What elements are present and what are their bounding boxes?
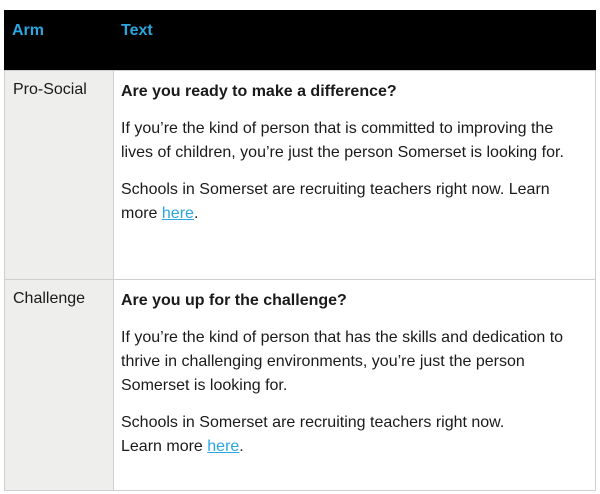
- header-text: Text: [121, 22, 153, 39]
- arm-label: Challenge: [13, 290, 86, 307]
- table-header: [4, 10, 596, 70]
- arm-label: Pro-Social: [13, 81, 87, 98]
- table-row-challenge: [4, 280, 596, 491]
- cta-suffix: .: [239, 438, 244, 455]
- message-cta: [121, 178, 587, 226]
- message-body: If you’re the kind of person that is committed to improving the lives of children, you’re just the person Somerset is looking for.: [121, 120, 564, 161]
- message-headline: Are you up for the challenge?: [121, 292, 347, 309]
- table-row-pro-social: [4, 70, 596, 280]
- message-body: If you’re the kind of person that has the skills and dedication to thrive in challenging environments, you’re just the person Somerset is looking for.: [121, 329, 564, 394]
- message-headline: Are you ready to make a difference?: [121, 83, 397, 100]
- here-link[interactable]: here: [207, 438, 240, 455]
- cta-suffix: .: [193, 205, 199, 222]
- text-cell: [114, 71, 596, 279]
- header-arm: Arm: [12, 22, 45, 39]
- message-cta: [121, 411, 587, 459]
- text-cell: [114, 280, 596, 490]
- cta-prefix: Schools in Somerset are recruiting teachers right now. Learn more: [121, 414, 505, 455]
- arm-cell: [4, 280, 114, 490]
- cta-prefix: Schools in Somerset are recruiting teachers right now. Learn more: [121, 181, 550, 222]
- here-link[interactable]: here: [161, 205, 194, 222]
- arm-cell: [4, 71, 114, 279]
